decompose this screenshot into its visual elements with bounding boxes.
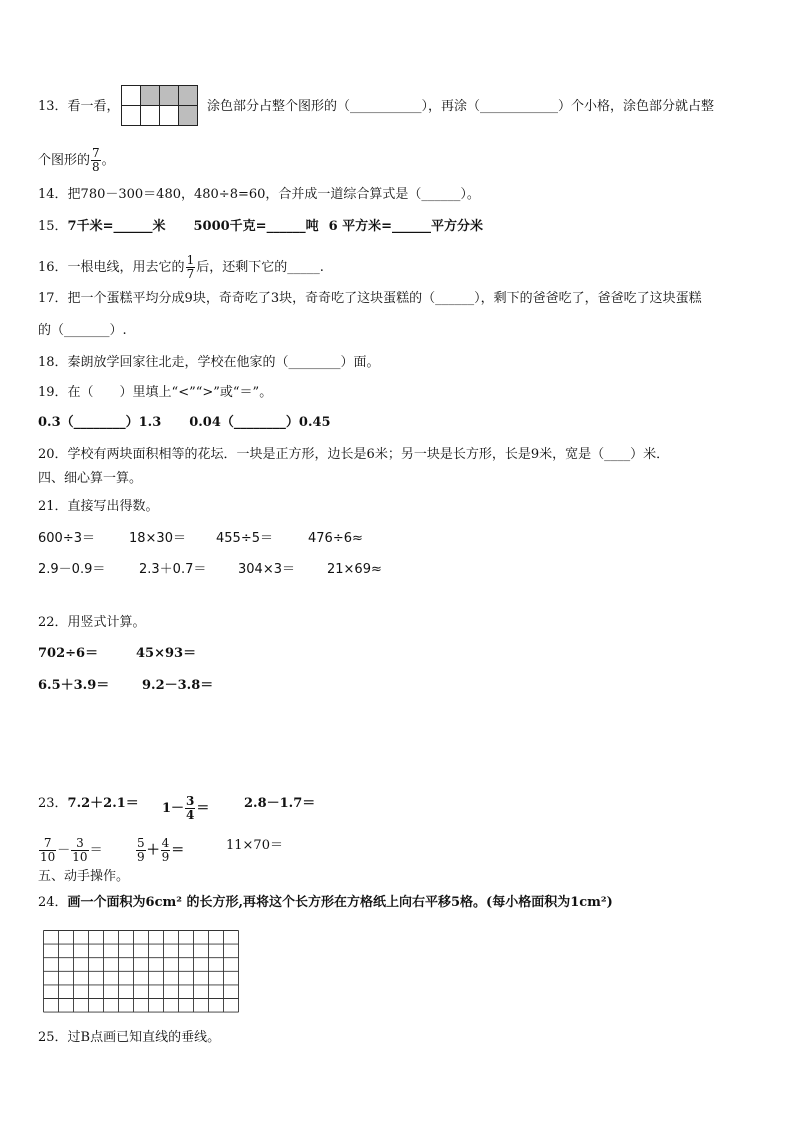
q21-title: 直接写出得数。	[67, 499, 159, 514]
q18-number: 18．	[38, 355, 68, 370]
fraction-numerator: 5	[137, 836, 145, 850]
q20-number: 20．	[38, 447, 68, 462]
fraction-numerator: 7	[92, 146, 100, 160]
q21-item: 600÷3＝	[38, 531, 95, 546]
fraction-numerator: 4	[161, 836, 170, 850]
q16-fraction	[186, 254, 196, 281]
fraction-denominator: 8	[92, 160, 100, 174]
q25-line	[38, 1029, 220, 1047]
q23-b-suffix: ＝	[196, 801, 210, 816]
q21-item: 304×3＝	[238, 562, 295, 577]
q23-row1	[38, 795, 139, 813]
q17-number: 17．	[38, 291, 68, 306]
q21-line	[38, 498, 159, 516]
q14-number: 14．	[38, 187, 68, 202]
grid-cell-shaded	[141, 86, 160, 106]
q16-line	[38, 254, 324, 281]
q19-number: 19．	[38, 385, 68, 400]
fraction-denominator: 10	[72, 850, 88, 864]
q16-text1: 一根电线，用去它的	[67, 260, 185, 275]
section-5-heading: 五、动手操作。	[38, 869, 130, 884]
q19-line1	[38, 384, 272, 402]
q21-item: 476÷6≈	[308, 531, 363, 546]
q23-d-operator: －	[57, 843, 71, 858]
grid-cell	[160, 106, 179, 126]
q13-fraction	[91, 147, 101, 174]
q17-line2: 的（_______）.	[38, 323, 127, 338]
q24-text: 画一个面积为6cm² 的长方形,再将这个长方形在方格纸上向右平移5格。(每小格面积为1cm²)	[67, 895, 613, 910]
q22-item: 45×93＝	[136, 646, 197, 661]
q13-number: 13．	[38, 99, 68, 114]
fraction-denominator: 4	[186, 808, 195, 822]
q21-number: 21．	[38, 499, 68, 514]
grid-cell	[122, 86, 141, 106]
q22-item: 6.5＋3.9＝	[38, 678, 110, 693]
q23-d-suffix: ＝	[89, 843, 103, 858]
q23-part-c: 2.8－1.7＝	[244, 796, 316, 811]
q18-line	[38, 354, 380, 372]
q13-line1	[38, 98, 120, 116]
q13-text4: 。	[101, 153, 115, 168]
q22-title: 用竖式计算。	[67, 615, 146, 630]
q13-text3: 个图形的	[38, 153, 91, 168]
q13-grid-figure	[121, 85, 198, 126]
q25-number: 25．	[38, 1030, 68, 1045]
q22-number: 22．	[38, 615, 68, 630]
grid-cell-shaded	[160, 86, 179, 106]
grid-cell	[122, 106, 141, 126]
q14-line	[38, 186, 480, 204]
section-4-heading: 四、细心算一算。	[38, 471, 143, 486]
q21-item: 2.9－0.9＝	[38, 562, 106, 577]
q22-line	[38, 614, 146, 632]
fraction-denominator: 9	[161, 850, 170, 864]
q18-text: 秦朗放学回家往北走，学校在他家的（________）面。	[67, 355, 380, 370]
q24-line	[38, 894, 613, 912]
q23-part-f: 11×70＝	[226, 838, 283, 853]
fraction-numerator: 1	[186, 253, 195, 267]
q23-part-b	[162, 795, 209, 822]
q21-item: 18×30＝	[129, 531, 186, 546]
q23-e-fraction1	[136, 837, 146, 864]
q15-number: 15．	[38, 219, 68, 234]
fraction-numerator: 3	[71, 837, 88, 851]
q17-line1-text: 把一个蛋糕平均分成9块，奇奇吃了3块，奇奇吃了这块蛋糕的（______），剩下的爸爸吃了，爸爸吃了这块蛋糕	[67, 291, 702, 306]
q13-line2	[38, 147, 115, 174]
q22-item: 702÷6＝	[38, 646, 99, 661]
q15-line	[38, 218, 483, 236]
fraction-denominator: 10	[40, 850, 56, 864]
q20-text: 学校有两块面积相等的花坛．一块是正方形，边长是6米；另一块是长方形，长是9米，宽是（____）米．	[67, 447, 670, 462]
q20-line	[38, 446, 669, 464]
q24-square-grid	[43, 930, 240, 1014]
q21-item: 455÷5＝	[216, 531, 273, 546]
q13-text1: 看一看，	[67, 99, 120, 114]
q16-text2: 后，还剩下它的_____.	[196, 260, 324, 275]
q23-number: 23．	[38, 796, 68, 811]
q13-text2: 涂色部分占整个图形的（___________），再涂（____________）个小格，涂色部分就占整	[207, 99, 715, 114]
q19-part-b: 0.04（________）0.45	[189, 415, 331, 430]
q15-part-c: 6 平方米=______平方分米	[328, 219, 484, 234]
q23-part-a: 7.2＋2.1＝	[67, 796, 139, 811]
q25-text: 过B点画已知直线的垂线。	[67, 1030, 221, 1045]
q23-e-suffix: ＝	[171, 843, 185, 858]
q16-number: 16．	[38, 260, 68, 275]
q21-item: 2.3＋0.7＝	[139, 562, 207, 577]
grid-cell-shaded	[179, 106, 198, 126]
fraction-denominator: 7	[186, 267, 195, 281]
q23-d-fraction2	[71, 837, 88, 864]
q23-d-fraction1	[39, 837, 56, 864]
fraction-numerator: 3	[186, 794, 195, 808]
q19-text: 在（ ）里填上“<”“>”或“＝”。	[67, 385, 273, 400]
q21-item: 21×69≈	[327, 562, 382, 577]
q23-b-fraction	[185, 795, 195, 822]
q22-item: 9.2－3.8＝	[142, 678, 214, 693]
q24-number: 24．	[38, 895, 68, 910]
q23-e-operator: ＋	[146, 843, 160, 858]
q23-row2	[38, 837, 103, 864]
q19-line2	[38, 414, 331, 432]
q23-part-e	[135, 837, 184, 864]
q23-b-prefix: 1－	[162, 801, 185, 816]
q17-line1	[38, 290, 702, 308]
grid-cell	[141, 106, 160, 126]
q15-part-a: 7千米=______米	[67, 219, 166, 234]
q15-part-b: 5000千克=______吨	[193, 219, 319, 234]
q19-part-a: 0.3（________）1.3	[38, 415, 162, 430]
q14-text: 把780－300＝480，480÷8=60，合并成一道综合算式是（______）。	[67, 187, 480, 202]
grid-cell-shaded	[179, 86, 198, 106]
fraction-denominator: 9	[137, 850, 145, 864]
q23-e-fraction2	[161, 837, 171, 864]
fraction-numerator: 7	[39, 837, 56, 851]
